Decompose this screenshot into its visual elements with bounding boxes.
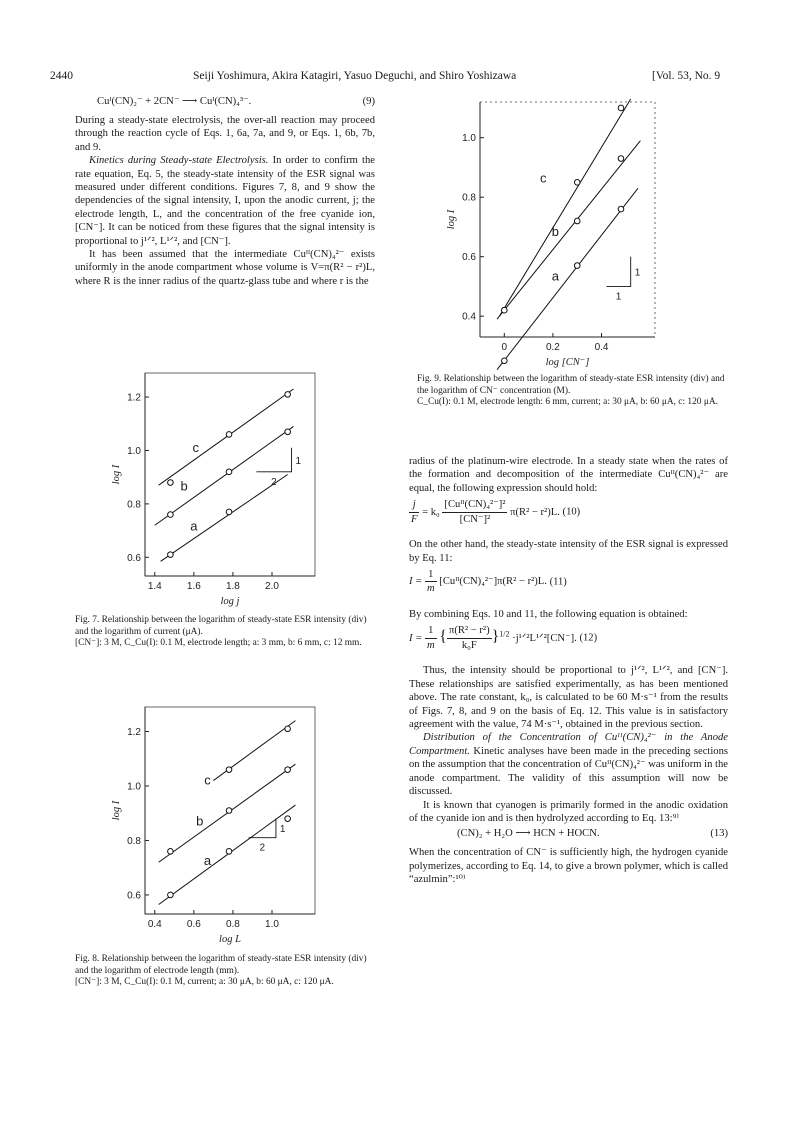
figure-7-data-point-c: [285, 392, 291, 398]
figure-9-plot-frame: [480, 102, 655, 337]
equation-12-lhs: I =: [409, 632, 423, 644]
figure-8-caption-conditions: [CN⁻]: 3 M, C_Cu(I): 0.1 M, current; a: 30 μA, b: 60 μA, c: 120 μA.: [75, 977, 334, 988]
equation-9-formula: Cuᴵ(CN)₂⁻ + 2CN⁻ ⟶ Cuᴵ(CN)₄³⁻.: [97, 96, 252, 107]
figure-9-y-tick-label: 0.8: [462, 192, 476, 204]
figure-9-data-point-c: [618, 105, 624, 111]
figure-8-slope-triangle: [249, 819, 276, 838]
figure-8-data-point-a: [285, 816, 291, 822]
paragraph-steady-state: radius of the platinum-wire electrode. In a steady state when the rates of the formation and decomposition of the intermediate Cuᴵᴵ(CN)₄²⁻ are equal, the following expression should hold:: [409, 456, 728, 494]
figure-9-data-point-c: [502, 307, 508, 313]
figure-7-slope-triangle: [256, 448, 291, 472]
figure-9-x-axis-label: log [CN⁻]: [545, 357, 590, 368]
figure-9-caption: [417, 374, 732, 409]
equation-12-numerator: 1: [425, 624, 437, 638]
figure-7-series-label-c: c: [192, 439, 200, 455]
figure-8-data-point-b: [226, 808, 232, 814]
figure-9-y-tick-label: 0.4: [462, 311, 476, 323]
figure-7-series-label-b: b: [180, 478, 188, 494]
equation-12-fraction: [425, 624, 437, 652]
figure-9-x-tick-label: 0: [501, 342, 508, 353]
figure-9-fit-line-c: [499, 99, 630, 316]
figure-9-caption-title: Fig. 9. Relationship between the logarithm of steady-state ESR intensity (div) and the logarithm of CN⁻ concentration (M).: [417, 374, 725, 396]
equation-11-numerator: 1: [425, 568, 437, 582]
figure-7-data-point-c: [168, 480, 174, 486]
figure-9-series-label-c: c: [539, 170, 547, 186]
equation-10-number: (10): [562, 506, 581, 518]
equation-12-denominator: m: [426, 639, 435, 651]
figure-8-series-label-b: b: [196, 813, 204, 829]
figure-8-fit-line-c: [213, 721, 295, 781]
figure-8-series-label-c: c: [204, 772, 211, 788]
figure-8-data-point-c: [285, 726, 291, 732]
figure-8-caption-title: Fig. 8. Relationship between the logarithm of steady-state ESR intensity (div) and the logarithm of electrode length (mm).: [75, 954, 367, 976]
paragraph-combining: By combining Eqs. 10 and 11, the following equation is obtained:: [409, 609, 688, 621]
equation-10-k0: = k₀: [422, 506, 440, 518]
page-number: 2440: [50, 70, 73, 82]
paragraph-thus: Thus, the intensity should be proportional to j¹ᐟ², L¹ᐟ², and [CN⁻]. These relationships are satisfied experimentally, as has been mentioned above. The rate constant, k₀, is calculated to be 60 M·s⁻¹ from the results of Figs. 7, 8, and 9 on the basis of Eq. 12. This value is in satisfactory agreement with the value, 74 M·s⁻¹, obtained in the previous section.: [409, 665, 728, 731]
figure-8-series-label-a: a: [203, 852, 212, 868]
figure-7-data-point-a: [226, 509, 232, 515]
figure-8-caption: [75, 954, 375, 989]
figure-8-y-tick-label: 0.6: [127, 890, 141, 902]
paragraph-azulmin: When the concentration of CN⁻ is sufficiently high, the hydrogen cyanide polymerizes, according to Eq. 14, to give a brown polymer, which is called “azulmin”:¹⁰⁾: [409, 847, 728, 886]
figure-9-plot: [440, 97, 670, 367]
figure-9-y-axis-label: log I: [446, 209, 457, 230]
figure-7-caption: [75, 615, 375, 650]
figure-7-x-tick-label: 1.4: [147, 581, 162, 592]
left-column-text: [75, 93, 375, 288]
figure-9-slope-triangle: [606, 257, 630, 287]
figure-8-slope-run-label: 2: [259, 842, 266, 854]
figure-7-plot: [100, 368, 335, 613]
running-authors: Seiji Yoshimura, Akira Katagiri, Yasuo Deguchi, and Shiro Yoshizawa: [193, 70, 517, 82]
equation-11-fraction: [425, 568, 437, 596]
equation-13-formula: (CN)₂ + H₂O ⟶ HCN + HOCN.: [457, 828, 600, 840]
figure-9-data-point-c: [574, 180, 580, 186]
equation-10-numerator: [Cuᴵᴵ(CN)₄²⁻]²: [442, 498, 507, 512]
running-volume: [Vol. 53, No. 9: [652, 70, 721, 82]
figure-8-data-point-c: [226, 767, 232, 773]
figure-9-y-tick-label: 1.0: [462, 133, 476, 145]
right-column-text: [409, 455, 728, 887]
equation-11-lhs: I =: [409, 576, 423, 588]
figure-9-series-label-a: a: [551, 268, 559, 284]
figure-9-slope-run-label: 1: [615, 291, 622, 303]
figure-8-y-tick-label: 0.8: [127, 835, 141, 847]
figure-7-series-label-a: a: [190, 518, 198, 534]
figure-9-data-point-b: [618, 156, 624, 162]
figure-8-data-point-a: [226, 849, 232, 855]
figure-8-fit-line-b: [159, 764, 296, 862]
figure-9-fit-line-a: [497, 188, 638, 369]
figure-9-data-point-b: [574, 218, 580, 224]
figure-7-x-tick-label: 2.0: [265, 581, 279, 592]
figure-9-data-point-a: [502, 358, 508, 364]
equation-10-F: F: [411, 513, 418, 525]
figure-8-x-tick-label: 0.4: [147, 919, 162, 930]
figure-7-slope-run-label: 2: [271, 476, 277, 488]
equation-10-lhs: [409, 498, 419, 526]
figure-8-plot: [100, 702, 335, 952]
figure-7-y-tick-label: 0.8: [127, 499, 141, 511]
figure-8-y-tick-label: 1.2: [127, 727, 141, 739]
paragraph-intermediate: It has been assumed that the intermediate Cuᴵᴵ(CN)₄²⁻ exists uniformly in the anode compartment whose volume is V=π(R² − r²)L, where R is the inner radius of the quartz-glass tube and where r is the: [75, 249, 375, 287]
figure-8-y-tick-label: 1.0: [127, 781, 141, 793]
equation-12-inner-denominator: k₀F: [461, 639, 477, 651]
figure-7-y-tick-label: 1.2: [127, 392, 141, 404]
figure-7-x-axis-label: log j: [220, 596, 240, 607]
equation-11-denominator: m: [426, 583, 435, 595]
figure-9-y-tick-label: 0.6: [462, 252, 476, 264]
figure-8-y-axis-label: log I: [111, 800, 122, 821]
figure-9-x-tick-label: 0.2: [545, 342, 560, 353]
equation-12-tail: ·j¹ᐟ²L¹ᐟ²[CN⁻].: [512, 632, 577, 644]
figure-8-x-tick-label: 0.6: [186, 919, 201, 930]
figure-9-x-tick-label: 0.4: [594, 342, 609, 353]
figure-8-x-tick-label: 1.0: [265, 919, 279, 930]
figure-8-fit-line-a: [159, 805, 296, 904]
equation-9: [75, 95, 375, 110]
figure-9-caption-conditions: C_Cu(I): 0.1 M, electrode length: 6 mm, current; a: 30 μA, b: 60 μA, c: 120 μA.: [417, 397, 718, 408]
figure-8-x-axis-label: log L: [219, 934, 241, 945]
section-heading-distribution: Distribution of the Concentration of Cuᴵᴵ(CN)₄²⁻ in the Anode Compartment.: [409, 732, 728, 757]
equation-12: I = $\frac{1}{m}$ { $\frac{\text{π(R² − r²)}}{\text{k₀F}}$ }$^{1/2}$ ·j¹ᐟ²L¹ᐟ²[CN⁻]. (12): [409, 625, 598, 651]
equation-13-number: (13): [710, 828, 728, 840]
figure-7-data-point-c: [226, 432, 232, 438]
figure-9-data-point-a: [574, 263, 580, 269]
figure-7-data-point-b: [285, 429, 291, 435]
equation-11-number: (11): [549, 576, 567, 588]
figure-7-x-tick-label: 1.6: [186, 581, 201, 592]
figure-7-caption-conditions: [CN⁻]: 3 M, C_Cu(I): 0.1 M, electrode length; a: 3 mm, b: 6 mm, c: 12 mm.: [75, 638, 362, 649]
paragraph-over-all-reaction: During a steady-state electrolysis, the over-all reaction may proceed through the reaction cycle of Eqs. 1, 6a, 7a, and 9, or Eqs. 1, 6b, 7b, and 9.: [75, 115, 375, 153]
figure-9-data-point-a: [618, 206, 624, 212]
section-heading-kinetics: Kinetics during Steady-state Electrolysis.: [89, 155, 269, 167]
figure-7-data-point-b: [168, 512, 174, 518]
figure-7-y-axis-label: log I: [111, 464, 122, 485]
figure-7-x-tick-label: 1.8: [225, 581, 240, 592]
figure-8-data-point-b: [168, 849, 174, 855]
paragraph-on-the-other-hand: On the other hand, the steady-state intensity of the ESR signal is expressed by Eq. 11:: [409, 539, 728, 564]
figure-9-slope-rise-label: 1: [634, 267, 641, 279]
figure-8-slope-rise-label: 1: [279, 824, 286, 836]
figure-7-data-point-a: [168, 552, 174, 558]
figure-7-slope-rise-label: 1: [295, 455, 302, 467]
equation-13: [409, 827, 728, 842]
paragraph-distribution-body: Kinetic analyses have been made in the preceding sections on the assumption that the concentration of Cuᴵᴵ(CN)₄²⁻ was uniform in the anode compartment. The validity of this assumption will now be discussed.: [409, 745, 728, 798]
figure-7-data-point-b: [226, 469, 232, 475]
equation-11: [409, 568, 728, 602]
equation-12-inner-numerator: π(R² − r²): [447, 624, 492, 638]
figure-8-x-tick-label: 0.8: [225, 919, 240, 930]
figure-8-data-point-a: [168, 892, 174, 898]
figure-9: [440, 97, 670, 372]
equation-11-tail: [Cuᴵᴵ(CN)₄²⁻]π(R² − r²)L.: [439, 576, 547, 588]
equation-12-inner-fraction: [447, 624, 492, 652]
paragraph-kinetics: [75, 154, 375, 248]
figure-8: [100, 702, 335, 957]
paragraph-distribution: [409, 731, 728, 798]
figure-8-data-point-b: [285, 767, 291, 773]
equation-10-denominator: [CN⁻]²: [459, 513, 491, 525]
equation-12-number: (12): [579, 632, 598, 644]
equation-9-number: (9): [362, 96, 375, 107]
equation-12-power: 1/2: [499, 629, 510, 639]
equation-10-tail: π(R² − r²)L.: [510, 506, 560, 518]
figure-7-y-tick-label: 0.6: [127, 552, 141, 564]
paragraph-kinetics-body: In order to confirm the rate equation, Eq. 5, the steady-state intensity of the ESR signal was measured under different conditions. Figures 7, 8, and 9 show the dependencies of the signal intensity, I, upon the anodic current, j; the electrode length, L, and the concentration of the free cyanide ion, [CN⁻]. It can be noticed from these figures that the signal intensity is proportional to j¹ᐟ², L¹ᐟ², and [CN⁻].: [75, 155, 375, 247]
equation-10-ratio: [442, 498, 507, 526]
equation-10: [409, 498, 728, 532]
figure-9-series-label-b: b: [551, 223, 559, 239]
equation-10-j: j: [409, 498, 419, 512]
figure-7-y-tick-label: 1.0: [127, 445, 141, 457]
figure-7-caption-title: Fig. 7. Relationship between the logarithm of steady-state ESR intensity (div) and the logarithm of current (μA).: [75, 615, 367, 637]
paragraph-cyanogen: It is known that cyanogen is primarily formed in the anodic oxidation of the cyanide ion and is then hydrolyzed according to Eq. 13:⁹⁾: [409, 799, 728, 824]
figure-7-fit-line-b: [155, 426, 294, 525]
figure-7: [100, 368, 335, 618]
